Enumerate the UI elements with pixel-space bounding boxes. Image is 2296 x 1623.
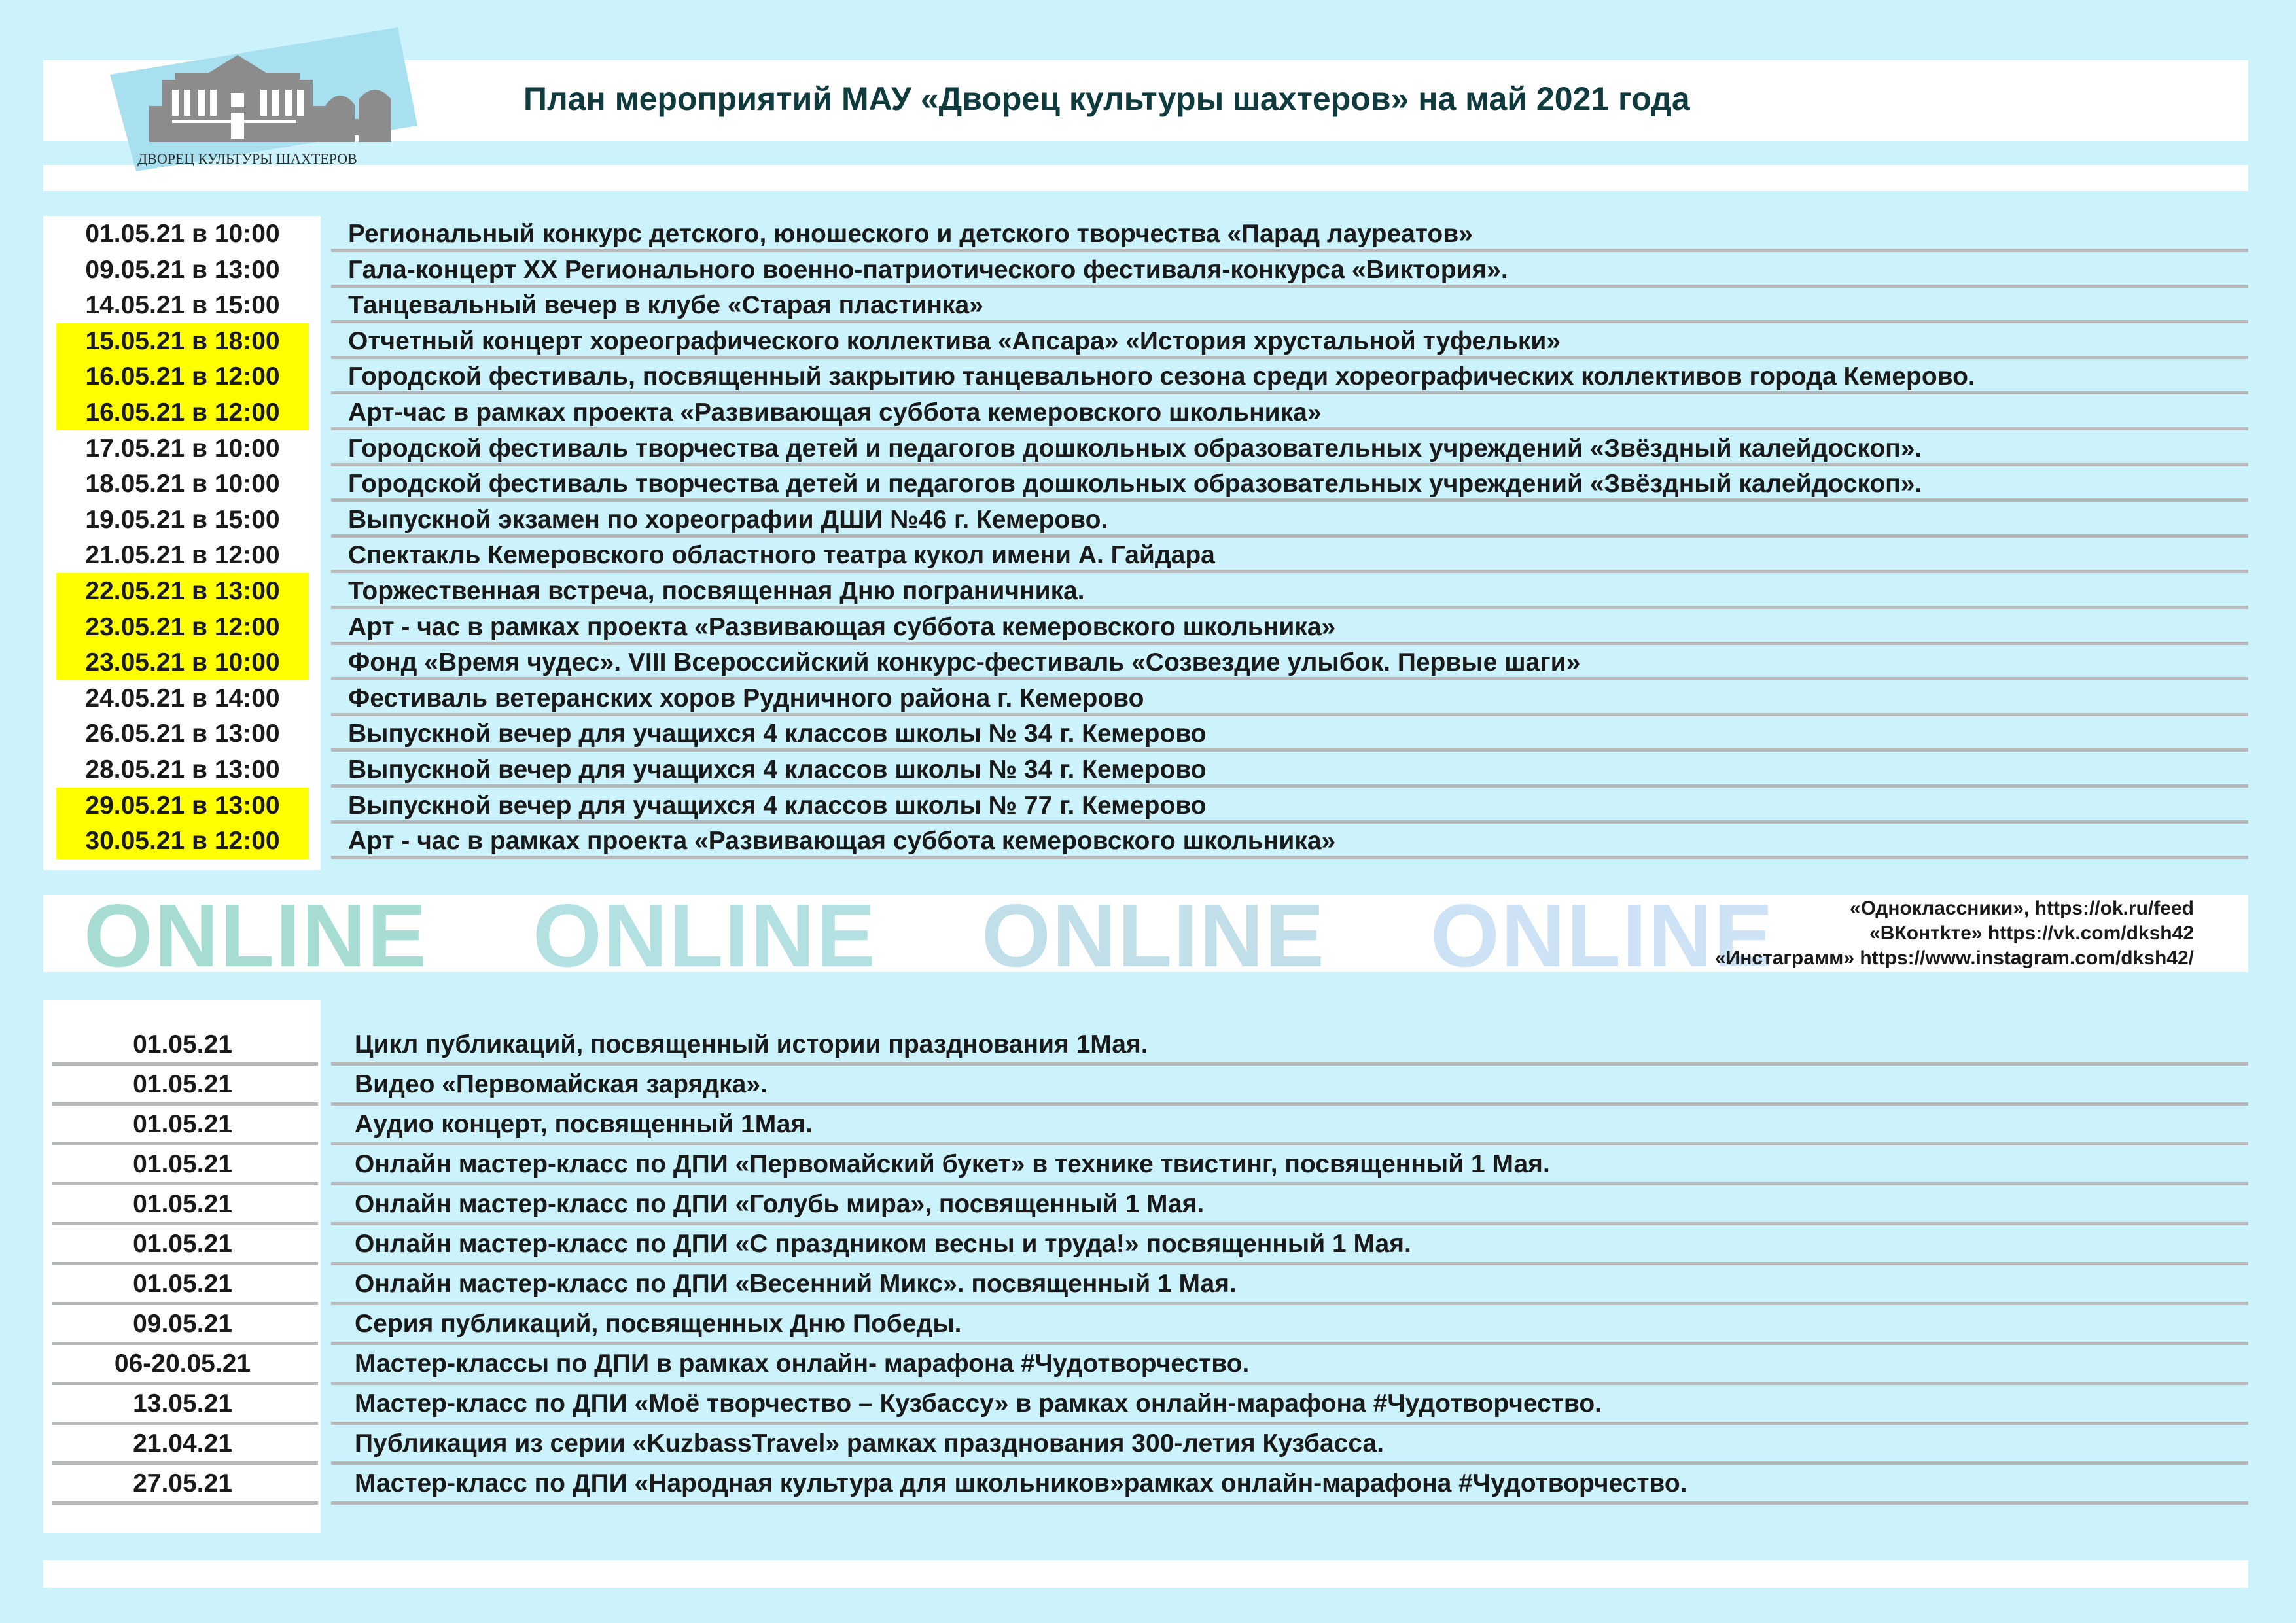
event-row	[43, 716, 2248, 752]
event-date: 16.05.21 в 12:00	[56, 358, 309, 394]
online-event-title: Мастер-классы по ДПИ в рамках онлайн- марафона #Чудотворчество.	[355, 1350, 1250, 1378]
footer-strip	[43, 1560, 2248, 1588]
online-event-title: Публикация из серии «KuzbassTravel» рамках празднования 300-летия Кузбасса.	[355, 1429, 1385, 1457]
logo-text: ДВОРЕЦ КУЛЬТУРЫ ШАХТЕРОВ	[137, 150, 357, 167]
online-event-title: Видео «Первомайская зарядка».	[355, 1070, 768, 1098]
event-row	[43, 609, 2248, 645]
online-watermark: ONLINE	[84, 886, 428, 985]
online-event-row	[43, 1465, 2248, 1505]
event-row	[43, 752, 2248, 788]
event-row	[43, 502, 2248, 538]
palace-logo	[110, 27, 417, 184]
event-row	[43, 466, 2248, 502]
page-title: План мероприятий МАУ «Дворец культуры шахтеров» на май 2021 года	[523, 80, 1690, 117]
event-row	[43, 788, 2248, 824]
online-event-date: 21.04.21	[133, 1429, 232, 1457]
event-title: Танцевальный вечер в клубе «Старая пластинка»	[348, 291, 983, 320]
event-row	[43, 358, 2248, 394]
online-event-row	[43, 1305, 2248, 1345]
event-row	[43, 644, 2248, 680]
event-date: 01.05.21 в 10:00	[85, 220, 280, 248]
event-date: 30.05.21 в 12:00	[56, 823, 309, 859]
event-title: Выпускной экзамен по хореографии ДШИ №46 г. Кемерово.	[348, 505, 1108, 534]
event-title: Арт-час в рамках проекта «Развивающая суббота кемеровского школьника»	[348, 398, 1322, 427]
online-event-row	[43, 1185, 2248, 1225]
online-event-row	[43, 1066, 2248, 1106]
social-link-vk[interactable]: «ВКонтkте» https://vk.com/dksh42	[1869, 922, 2194, 944]
online-event-row	[43, 1265, 2248, 1305]
event-date: 26.05.21 в 13:00	[85, 720, 280, 748]
event-date: 18.05.21 в 10:00	[85, 470, 280, 498]
event-date: 09.05.21 в 13:00	[85, 255, 280, 284]
event-date: 22.05.21 в 13:00	[56, 573, 309, 609]
online-event-date: 01.05.21	[133, 1190, 232, 1218]
event-title: Выпускной вечер для учащихся 4 классов школы № 77 г. Кемерово	[348, 791, 1207, 820]
online-event-row	[43, 1345, 2248, 1385]
date-divider	[52, 1501, 318, 1505]
online-event-date: 09.05.21	[133, 1310, 232, 1338]
event-row	[43, 252, 2248, 288]
event-date: 24.05.21 в 14:00	[85, 684, 280, 712]
event-title: Городской фестиваль творчества детей и педагогов дошкольных образовательных учреждений «Звёздный калейдоскоп».	[348, 434, 1922, 462]
event-row	[43, 573, 2248, 609]
online-event-row	[43, 1425, 2248, 1465]
online-event-date: 01.05.21	[133, 1110, 232, 1138]
event-date: 28.05.21 в 13:00	[85, 756, 280, 784]
online-event-date: 01.05.21	[133, 1030, 232, 1058]
online-event-title: Онлайн мастер-класс по ДПИ «Весенний Микс». посвященный 1 Мая.	[355, 1270, 1237, 1298]
social-links	[1715, 896, 2194, 971]
row-divider	[331, 856, 2248, 859]
event-row	[43, 323, 2248, 359]
event-title: Отчетный концерт хореографического коллектива «Апсара» «История хрустальной туфельки»	[348, 326, 1561, 355]
event-date: 19.05.21 в 15:00	[85, 505, 280, 534]
social-link-ok[interactable]: «Одноклассники», https://ok.ru/feed	[1850, 898, 2194, 919]
online-event-title: Мастер-класс по ДПИ «Народная культура для школьников»рамках онлайн-марафона #Чудотворчество.	[355, 1469, 1687, 1497]
event-title: Арт - час в рамках проекта «Развивающая суббота кемеровского школьника»	[348, 612, 1336, 641]
event-title: Выпускной вечер для учащихся 4 классов школы № 34 г. Кемерово	[348, 756, 1207, 784]
online-event-row	[43, 1385, 2248, 1425]
event-row	[43, 394, 2248, 430]
event-title: Торжественная встреча, посвященная Дню пограничника.	[348, 577, 1085, 605]
event-date: 29.05.21 в 13:00	[56, 788, 309, 824]
event-title: Гала-концерт XX Регионального военно-патриотического фестиваля-конкурса «Виктория».	[348, 255, 1508, 284]
online-event-date: 13.05.21	[133, 1389, 232, 1418]
event-title: Городской фестиваль творчества детей и педагогов дошкольных образовательных учреждений «Звёздный калейдоскоп».	[348, 470, 1922, 498]
event-date: 23.05.21 в 12:00	[56, 609, 309, 645]
event-title: Фестиваль ветеранских хоров Рудничного района г. Кемерово	[348, 684, 1144, 712]
online-event-date: 06-20.05.21	[114, 1350, 251, 1378]
event-title: Арт - час в рамках проекта «Развивающая суббота кемеровского школьника»	[348, 827, 1336, 856]
online-event-date: 01.05.21	[133, 1270, 232, 1298]
online-event-row	[43, 1106, 2248, 1145]
online-event-title: Онлайн мастер-класс по ДПИ «Первомайский букет» в технике твистинг, посвященный 1 Мая.	[355, 1150, 1550, 1178]
event-title: Спектакль Кемеровского областного театра кукол имени А. Гайдара	[348, 541, 1215, 570]
online-event-date: 01.05.21	[133, 1070, 232, 1098]
online-event-title: Онлайн мастер-класс по ДПИ «С праздником весны и труда!» посвященный 1 Мая.	[355, 1230, 1411, 1258]
event-row	[43, 537, 2248, 573]
online-event-title: Серия публикаций, посвященных Дню Победы.	[355, 1310, 962, 1338]
online-event-row	[43, 1225, 2248, 1265]
online-event-date: 01.05.21	[133, 1150, 232, 1178]
event-row	[43, 430, 2248, 466]
online-event-date: 01.05.21	[133, 1230, 232, 1258]
event-row	[43, 216, 2248, 252]
event-title: Региональный конкурс детского, юношеского и детского творчества «Парад лауреатов»	[348, 220, 1473, 248]
event-title: Городской фестиваль, посвященный закрытию танцевального сезона среди хореографических коллективов города Кемерово.	[348, 362, 1975, 391]
online-event-title: Цикл публикаций, посвященный истории празднования 1Мая.	[355, 1030, 1148, 1058]
event-date: 23.05.21 в 10:00	[56, 644, 309, 680]
online-event-title: Онлайн мастер-класс по ДПИ «Голубь мира», посвященный 1 Мая.	[355, 1190, 1205, 1218]
event-date: 15.05.21 в 18:00	[56, 323, 309, 359]
social-link-instagram[interactable]: «Инстаграмм» https://www.instagram.com/dksh42/	[1715, 947, 2194, 969]
online-watermark: ONLINE	[533, 886, 877, 985]
event-row	[43, 287, 2248, 323]
online-event-row	[43, 1145, 2248, 1185]
online-event-title: Аудио концерт, посвященный 1Мая.	[355, 1110, 813, 1138]
event-date: 14.05.21 в 15:00	[85, 291, 280, 320]
event-row	[43, 680, 2248, 716]
online-watermark: ONLINE	[981, 886, 1326, 985]
online-event-row	[43, 1026, 2248, 1066]
event-date: 21.05.21 в 12:00	[85, 541, 280, 570]
online-event-title: Мастер-класс по ДПИ «Моё творчество – Кузбассу» в рамках онлайн-марафона #Чудотворчество.	[355, 1389, 1602, 1418]
event-title: Выпускной вечер для учащихся 4 классов школы № 34 г. Кемерово	[348, 720, 1207, 748]
online-watermark: ONLINE	[1430, 886, 1775, 985]
row-divider	[331, 1501, 2248, 1505]
online-event-date: 27.05.21	[133, 1469, 232, 1497]
event-row	[43, 823, 2248, 859]
event-title: Фонд «Время чудес». VIII Всероссийский конкурс-фестиваль «Созвездие улыбок. Первые шаги»	[348, 648, 1581, 677]
event-date: 16.05.21 в 12:00	[56, 394, 309, 430]
event-date: 17.05.21 в 10:00	[85, 434, 280, 462]
